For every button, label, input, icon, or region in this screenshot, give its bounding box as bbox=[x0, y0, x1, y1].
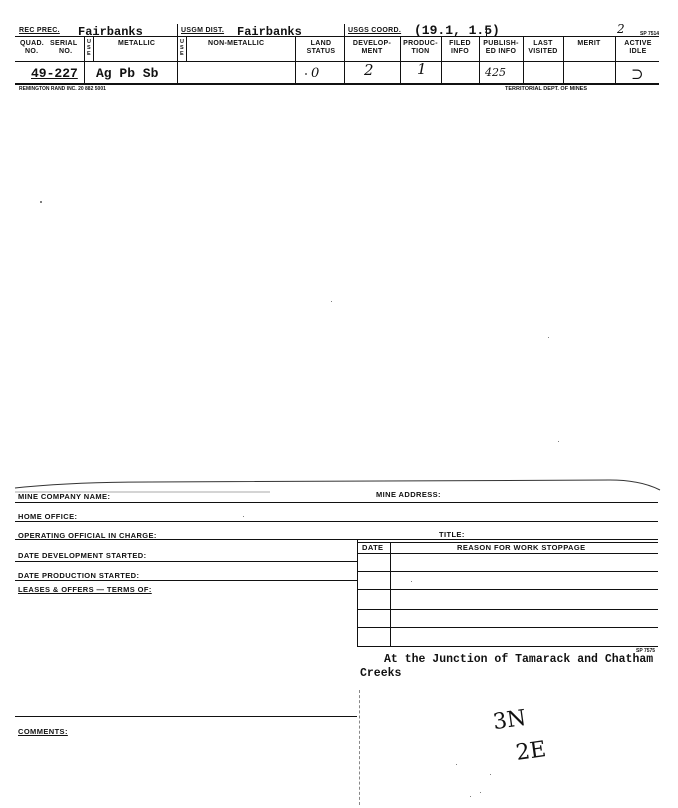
metallic-value: Ag Pb Sb bbox=[96, 66, 159, 81]
date-prod-started-label: DATE PRODUCTION STARTED: bbox=[18, 571, 140, 580]
development-header: DEVELOP- MENT bbox=[352, 40, 392, 55]
reason-col-label: REASON FOR WORK STOPPAGE bbox=[457, 543, 586, 552]
usgs-coord-label: USGS COORD. bbox=[348, 27, 402, 34]
production-value: 1 bbox=[417, 60, 427, 78]
fold-line bbox=[359, 690, 360, 805]
usgs-coord-value: (19.1, 1.5) bbox=[414, 23, 500, 38]
quad-serial-value: 49-227 bbox=[31, 66, 78, 81]
operating-official-label: OPERATING OFFICIAL IN CHARGE: bbox=[18, 531, 157, 540]
rec-prec-value: Fairbanks bbox=[78, 25, 143, 39]
serial-header: SERIAL bbox=[50, 40, 78, 47]
use-letters-2: U S E bbox=[180, 39, 185, 57]
location-line-2: Creeks bbox=[360, 667, 402, 680]
published-info-header: PUBLISH- ED INFO bbox=[483, 40, 519, 55]
filed-info-header: FILED INFO bbox=[449, 40, 471, 55]
top-form-code: SP 7514 bbox=[640, 31, 660, 37]
quad-no-header: NO. bbox=[25, 48, 39, 55]
last-visited-header: LAST VISITED bbox=[528, 40, 558, 55]
land-status-value: 0 bbox=[311, 66, 320, 81]
published-info-value: 425 bbox=[485, 66, 506, 79]
active-idle-value: ⊃ bbox=[631, 65, 644, 83]
leases-label: LEASES & OFFERS — TERMS OF: bbox=[18, 585, 152, 594]
card-mark: 2 bbox=[617, 22, 625, 36]
hand-note-2e: 2E bbox=[514, 737, 548, 766]
usgm-dist-value: Fairbanks bbox=[237, 25, 302, 39]
date-col-label: DATE bbox=[362, 543, 384, 552]
usgm-dist-label: USGM DIST. bbox=[181, 27, 225, 34]
comments-label: COMMENTS: bbox=[18, 727, 68, 736]
hand-note-3n: 3N bbox=[491, 705, 528, 736]
title-label: TITLE: bbox=[439, 530, 465, 539]
mine-address-label: MINE ADDRESS: bbox=[376, 490, 441, 499]
date-dev-started-label: DATE DEVELOPMENT STARTED: bbox=[18, 551, 147, 560]
home-office-label: HOME OFFICE: bbox=[18, 512, 78, 521]
quad-header: QUAD. bbox=[20, 40, 45, 47]
bottom-form-code: SP 7575 bbox=[636, 648, 656, 654]
metallic-header: METALLIC bbox=[118, 40, 156, 47]
mine-company-name-label: MINE COMPANY NAME: bbox=[18, 492, 111, 501]
use-letters: U S E bbox=[87, 39, 92, 57]
land-status-header: LAND STATUS bbox=[306, 40, 336, 55]
rec-prec-label: REC PREC. bbox=[19, 27, 60, 34]
location-line-1: At the Junction of Tamarack and Chatham bbox=[384, 653, 654, 666]
merit-header: MERIT bbox=[577, 40, 601, 47]
serial-no-header: NO. bbox=[59, 48, 73, 55]
top-footer-left: REMINGTON RAND INC. 20 882 5001 bbox=[19, 86, 106, 92]
non-metallic-header: NON-METALLIC bbox=[208, 40, 265, 47]
top-footer-right: TERRITORIAL DEPT. OF MINES bbox=[505, 86, 587, 92]
active-idle-header: ACTIVE IDLE bbox=[624, 40, 652, 55]
production-header: PRODUC- TION bbox=[403, 40, 438, 55]
development-value: 2 bbox=[364, 61, 374, 79]
